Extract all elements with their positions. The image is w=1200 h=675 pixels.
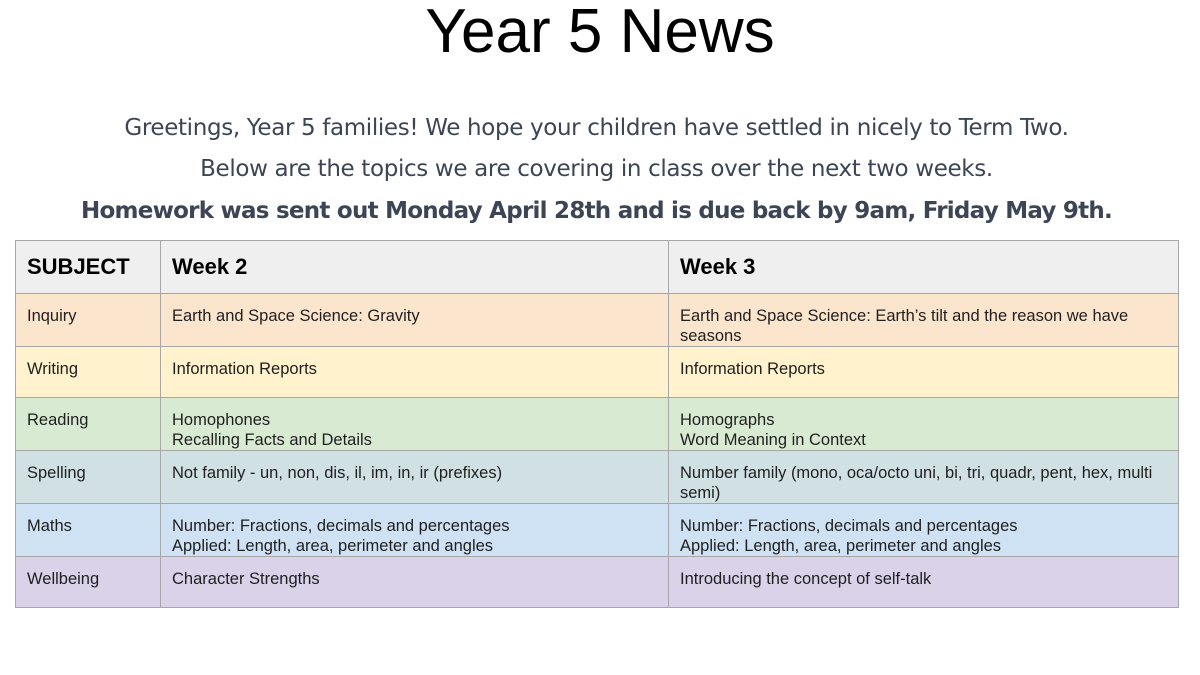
cell-text: Number family (mono, oca/octo uni, bi, tri, quadr, pent, hex, multi semi) <box>680 464 1153 502</box>
cell-text: Information Reports <box>680 360 825 378</box>
week-2-cell <box>161 294 669 347</box>
table-row-reading <box>16 398 1179 451</box>
subject-cell: Reading <box>16 398 161 451</box>
page-title: Year 5 News <box>425 0 775 66</box>
subject-cell: Spelling <box>16 451 161 504</box>
table-header-row <box>16 241 1179 294</box>
cell-text: Earth and Space Science: Earth’s tilt and the reason we have seasons <box>680 307 1129 345</box>
subject-cell: Wellbeing <box>16 557 161 608</box>
table-row-inquiry <box>16 294 1179 347</box>
week-2-cell <box>161 347 669 398</box>
table-row-maths <box>16 504 1179 557</box>
week-2-cell <box>161 504 669 557</box>
week-3-cell <box>669 398 1179 451</box>
header-week-2: Week 2 <box>161 241 669 294</box>
cell-text: Not family - un, non, dis, il, im, in, ir (prefixes) <box>172 464 503 482</box>
week-3-cell <box>669 504 1179 557</box>
cell-text: Homographs <box>680 411 775 429</box>
homework-notice: Homework was sent out Monday April 28th and is due back by 9am, Friday May 9th. <box>80 198 1113 224</box>
table-row-wellbeing <box>16 557 1179 608</box>
topics-intro-text: Below are the topics we are covering in class over the next two weeks. <box>200 156 993 182</box>
subject-cell: Writing <box>16 347 161 398</box>
cell-text: Homophones <box>172 411 271 429</box>
table-row-spelling <box>16 451 1179 504</box>
greeting-text: Greetings, Year 5 families! We hope your children have settled in nicely to Term Two. <box>124 115 1069 141</box>
cell-text: Number: Fractions, decimals and percentages <box>680 517 1018 535</box>
topics-table <box>15 240 1179 608</box>
week-3-cell <box>669 347 1179 398</box>
subject-cell: Maths <box>16 504 161 557</box>
cell-text: Character Strengths <box>172 570 320 588</box>
week-2-cell <box>161 557 669 608</box>
cell-text: Information Reports <box>172 360 317 378</box>
cell-text: Earth and Space Science: Gravity <box>172 307 420 325</box>
table-row-writing <box>16 347 1179 398</box>
cell-text: Applied: Length, area, perimeter and angles <box>172 537 494 555</box>
cell-text: Recalling Facts and Details <box>172 431 372 449</box>
week-3-cell <box>669 451 1179 504</box>
week-3-cell <box>669 557 1179 608</box>
cell-text: Word Meaning in Context <box>680 431 866 449</box>
cell-text: Introducing the concept of self-talk <box>680 570 932 588</box>
subject-cell: Inquiry <box>16 294 161 347</box>
header-subject: SUBJECT <box>16 241 161 294</box>
header-week-3: Week 3 <box>669 241 1179 294</box>
week-2-cell <box>161 451 669 504</box>
cell-text: Number: Fractions, decimals and percentages <box>172 517 510 535</box>
week-3-cell <box>669 294 1179 347</box>
week-2-cell <box>161 398 669 451</box>
cell-text: Applied: Length, area, perimeter and angles <box>680 537 1002 555</box>
